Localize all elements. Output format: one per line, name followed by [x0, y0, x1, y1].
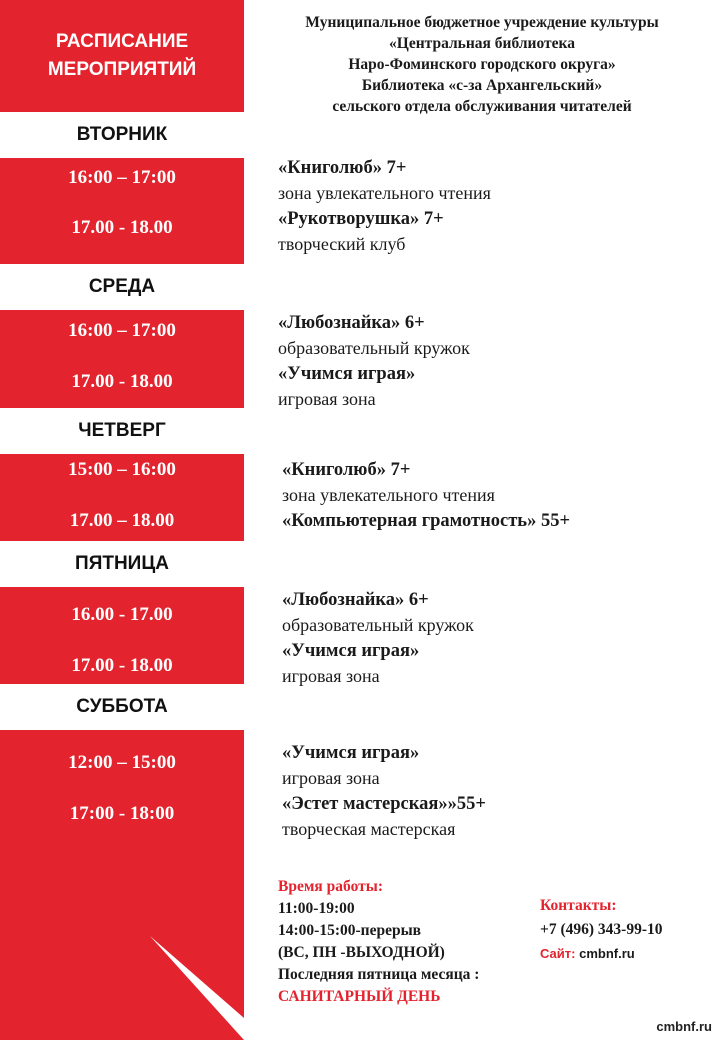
event-description: игровая зона: [282, 768, 380, 788]
event-title: «Учимся играя»: [282, 641, 420, 661]
site-label: Сайт:: [540, 946, 576, 961]
hours-days-off: (ВС, ПН -ВЫХОДНОЙ): [278, 944, 445, 961]
hours-break: 14:00-15:00-перерыв: [278, 922, 422, 939]
institution-header: [248, 12, 716, 117]
working-hours: [278, 876, 479, 1008]
day-label-thursday: ЧЕТВЕРГ: [0, 408, 244, 454]
day-label-wednesday: СРЕДА: [0, 264, 244, 310]
hours-last-friday: Последняя пятница месяца :: [278, 966, 480, 983]
event-title: «Любознайка» 6+: [282, 590, 429, 610]
header-line: «Центральная библиотека: [389, 35, 575, 52]
time-slot: 16.00 - 17.00: [71, 604, 173, 625]
event-title: «Компьютерная грамотность» 55+: [282, 511, 571, 531]
contacts: [540, 894, 662, 966]
hours-open: 11:00-19:00: [278, 900, 355, 917]
event-title: «Любознайка» 6+: [278, 313, 425, 333]
contacts-phone[interactable]: +7 (496) 343-99-10: [540, 921, 663, 938]
time-slot: 17.00 - 18.00: [71, 655, 173, 676]
event-description: зона увлекательного чтения: [282, 485, 495, 505]
time-slot: 12:00 – 15:00: [68, 752, 176, 773]
event-description: творческий клуб: [278, 234, 406, 254]
time-slot: 17:00 - 18:00: [69, 803, 175, 824]
event-title: «Эстет мастерская»»55+: [282, 794, 486, 814]
events-saturday: [282, 740, 486, 842]
day-label-tuesday: ВТОРНИК: [0, 112, 244, 158]
header-line: Библиотека «с-за Архангельский»: [361, 77, 603, 94]
header-line: сельского отдела обслуживания читателей: [332, 98, 632, 115]
event-title: «Книголюб» 7+: [282, 460, 411, 480]
event-description: зона увлекательного чтения: [278, 183, 491, 203]
time-slot: 17.00 - 18.00: [71, 217, 173, 238]
event-title: «Книголюб» 7+: [278, 158, 407, 178]
hours-label: Время работы:: [278, 878, 383, 895]
event-description: игровая зона: [278, 389, 376, 409]
time-slot: 17.00 – 18.00: [69, 510, 175, 531]
day-label-friday: ПЯТНИЦА: [0, 541, 244, 587]
watermark: cmbnf.ru: [656, 1019, 712, 1034]
schedule-title: [0, 0, 244, 112]
events-thursday: [282, 457, 570, 534]
event-description: творческая мастерская: [282, 819, 456, 839]
events-wednesday: [278, 310, 470, 412]
schedule-title-line-2: МЕРОПРИЯТИЙ: [47, 59, 197, 80]
header-line: Муниципальное бюджетное учреждение культуры: [305, 14, 659, 31]
schedule-title-line-1: РАСПИСАНИЕ: [55, 31, 189, 52]
time-slot: 17.00 - 18.00: [71, 371, 173, 392]
event-title: «Рукотворушка» 7+: [278, 209, 444, 229]
event-description: образовательный кружок: [278, 338, 470, 358]
time-slot: 16:00 – 17:00: [68, 320, 176, 341]
day-label-saturday: СУББОТА: [0, 684, 244, 730]
site-link[interactable]: cmbnf.ru: [579, 946, 635, 961]
header-line: Наро-Фоминского городского округа»: [348, 56, 616, 73]
event-title: «Учимся играя»: [282, 743, 420, 763]
events-tuesday: [278, 155, 491, 257]
events-friday: [282, 587, 474, 689]
event-title: «Учимся играя»: [278, 364, 416, 384]
event-description: образовательный кружок: [282, 615, 474, 635]
hours-sanitary-day: САНИТАРНЫЙ ДЕНЬ: [278, 988, 441, 1005]
event-description: игровая зона: [282, 666, 380, 686]
contacts-site: [540, 942, 662, 966]
contacts-label: Контакты:: [540, 897, 617, 914]
time-slot: 15:00 – 16:00: [68, 459, 176, 480]
time-slot: 16:00 – 17:00: [68, 167, 176, 188]
